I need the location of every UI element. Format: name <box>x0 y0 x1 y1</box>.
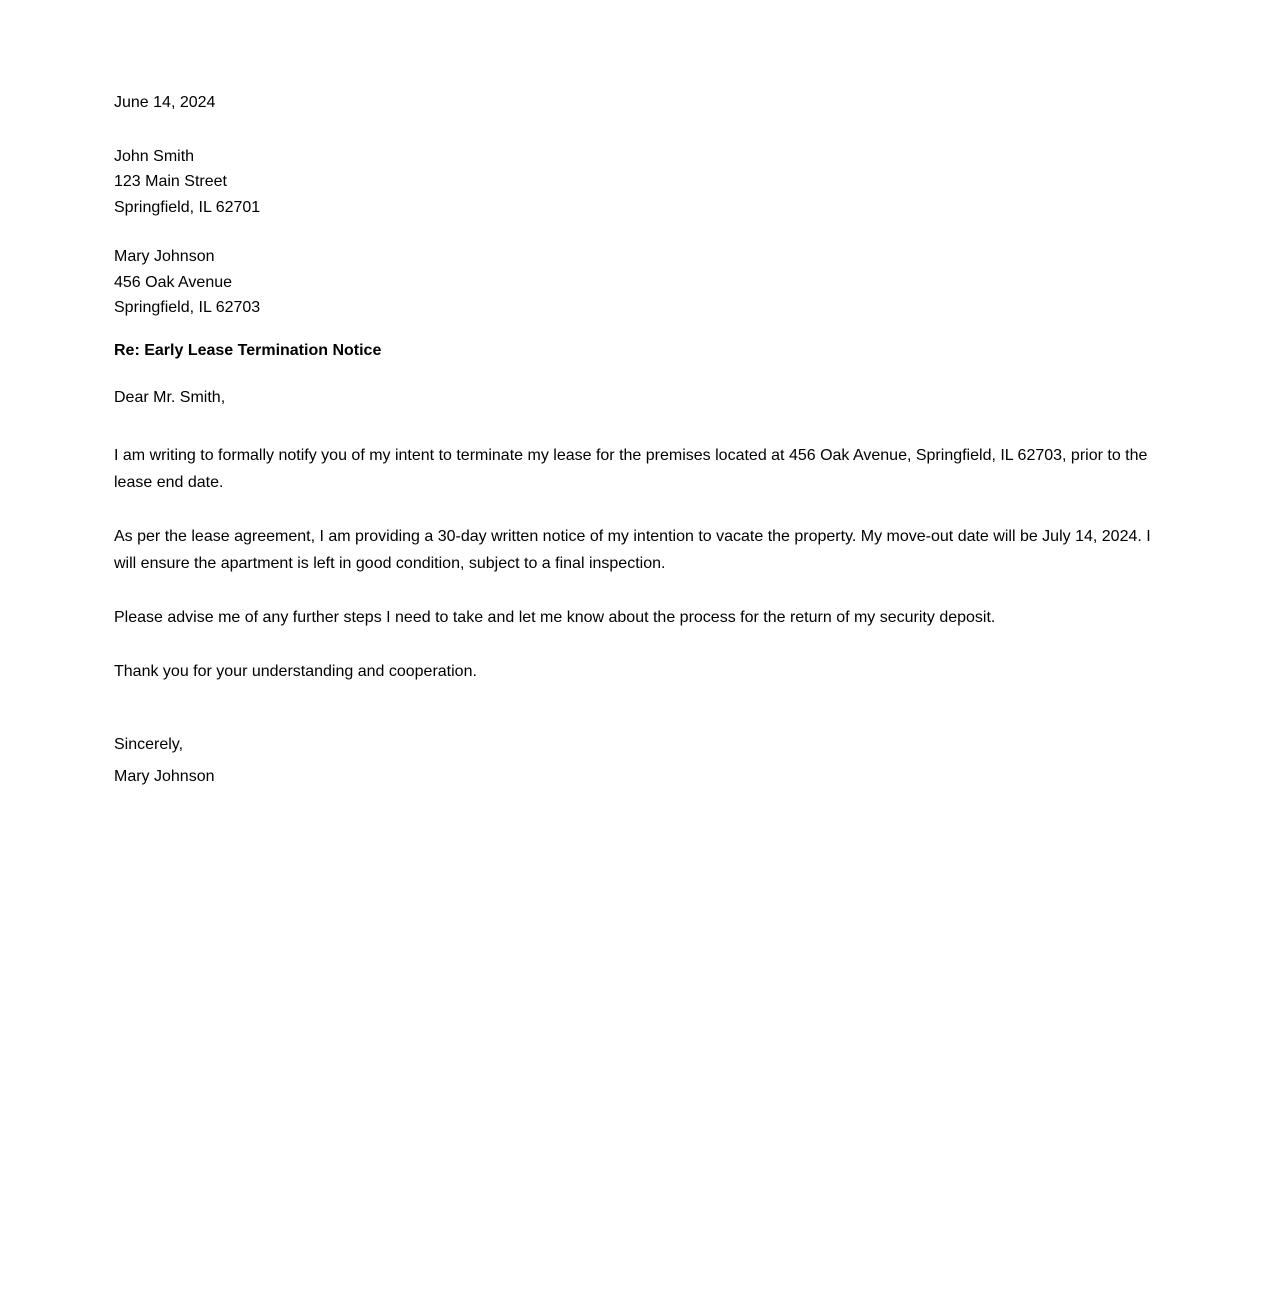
salutation: Dear Mr. Smith, <box>114 388 226 406</box>
sender-address <box>114 244 1164 321</box>
closing-block <box>114 729 1164 793</box>
signature: Mary Johnson <box>114 767 215 785</box>
recipient-city: Springfield, IL 62701 <box>114 198 261 216</box>
body-paragraph: As per the lease agreement, I am providing a 30-day written notice of my intention to vacate the property. My move-out date will be July 14, 2024. I will ensure the apartment is left in good condition, subject to a final inspection. <box>114 527 1151 572</box>
recipient-address <box>114 144 1164 221</box>
sender-street: 456 Oak Avenue <box>114 273 233 291</box>
recipient-street: 123 Main Street <box>114 173 227 190</box>
body-paragraph: Thank you for your understanding and cooperation. <box>114 662 477 680</box>
subject-line: Re: Early Lease Termination Notice <box>114 341 382 359</box>
letter-date: June 14, 2024 <box>114 94 216 111</box>
sender-city: Springfield, IL 62703 <box>114 299 261 316</box>
closing: Sincerely, <box>114 735 184 753</box>
letter-document <box>114 90 1164 793</box>
sender-name: Mary Johnson <box>114 248 215 265</box>
body-paragraph: Please advise me of any further steps I need to take and let me know about the process for the return of my security deposit. <box>114 608 996 626</box>
body-paragraph: I am writing to formally notify you of my intent to terminate my lease for the premises located at 456 Oak Avenue, Springfield, IL 62703, prior to the lease end date. <box>114 446 1148 491</box>
recipient-name: John Smith <box>114 147 195 165</box>
